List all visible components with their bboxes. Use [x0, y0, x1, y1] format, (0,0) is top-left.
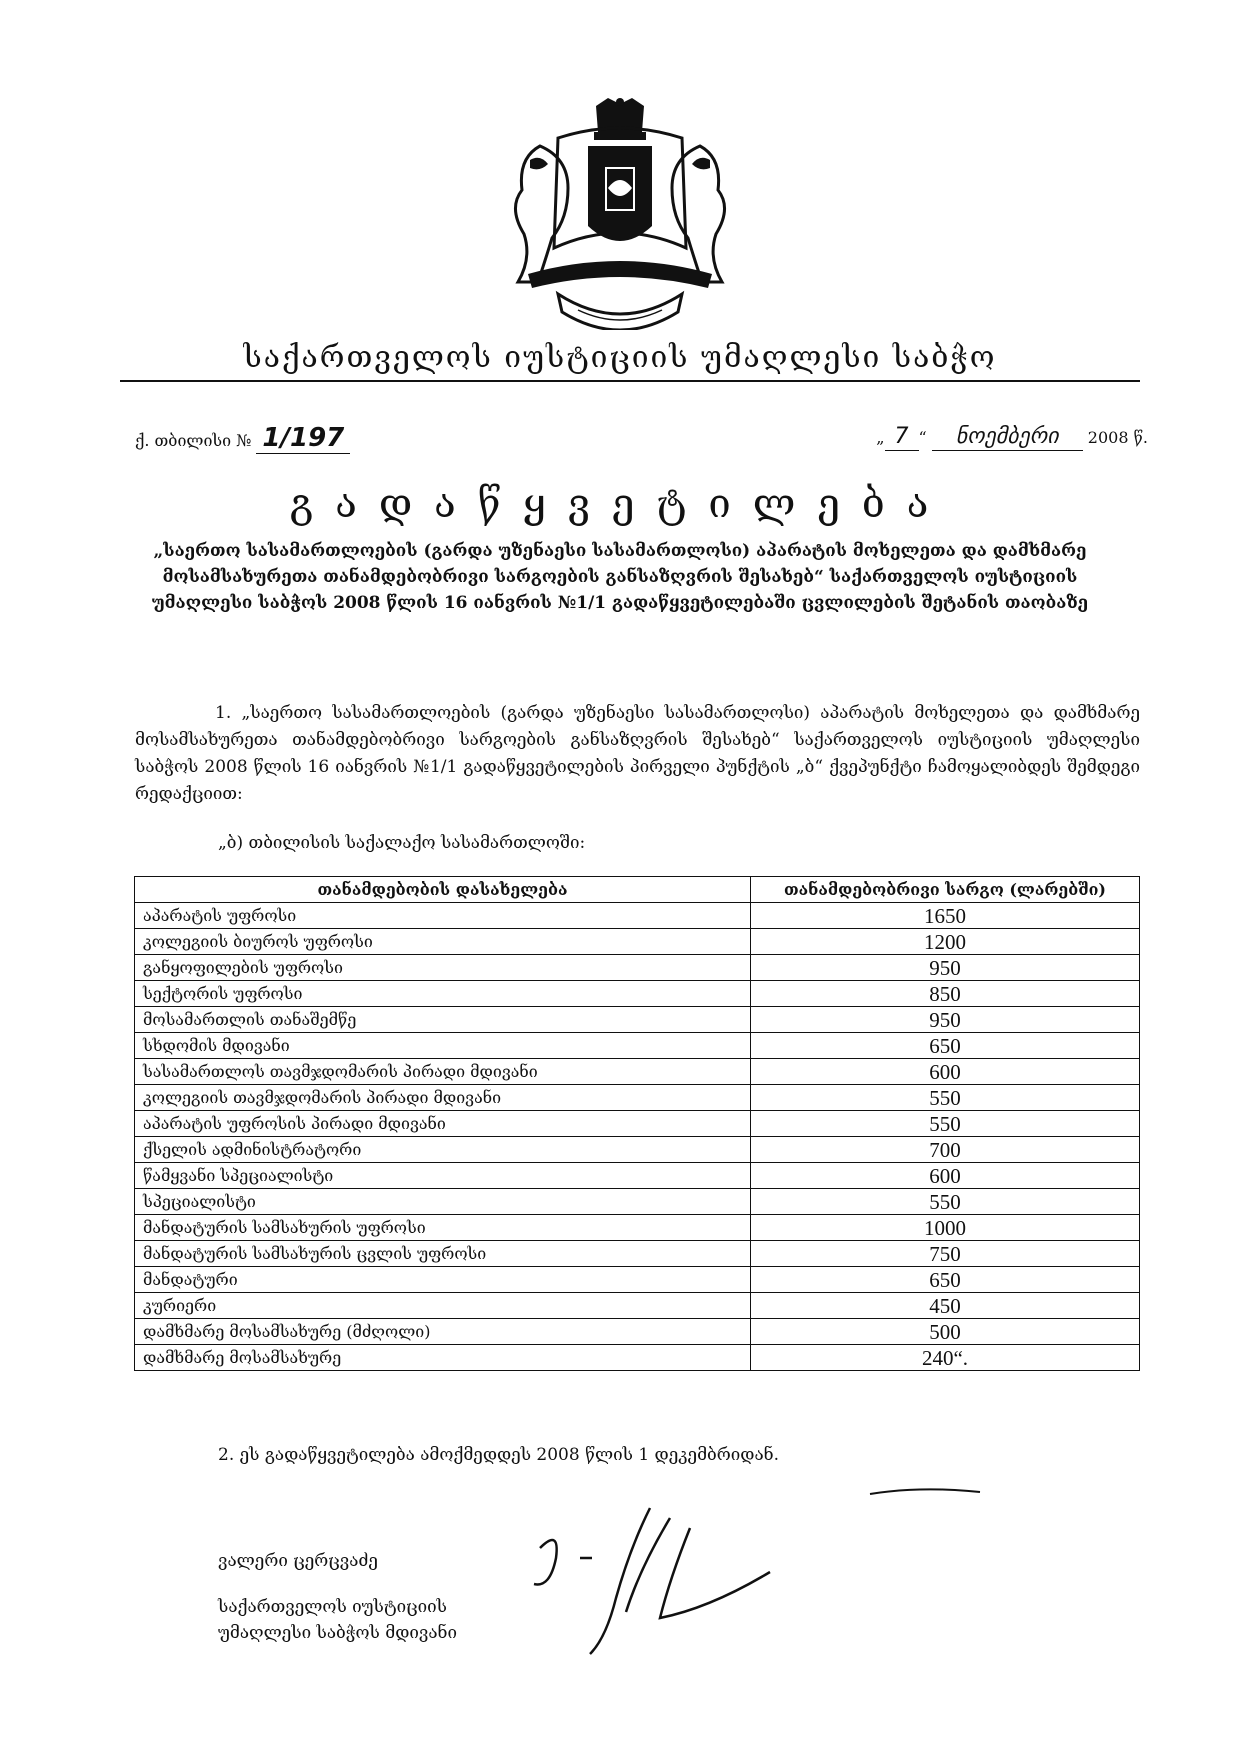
position-cell: მანდატურის სამსახურის ცვლის უფროსი [135, 1241, 751, 1267]
place-and-number [135, 423, 350, 453]
salary-cell: 850 [751, 981, 1140, 1007]
position-cell: მანდატური [135, 1267, 751, 1293]
salary-table [134, 876, 1140, 1371]
table-row [135, 1293, 1140, 1319]
table-row [135, 1111, 1140, 1137]
document-number: 1/197 [256, 423, 350, 454]
date-close-quote: “ [918, 428, 927, 447]
position-cell: სპეციალისტი [135, 1189, 751, 1215]
table-row [135, 1345, 1140, 1371]
salary-cell: 1650 [751, 903, 1140, 929]
position-cell: აპარატის უფროსის პირადი მდივანი [135, 1111, 751, 1137]
header-salary: თანამდებობრივი სარგო (ლარებში) [751, 877, 1140, 903]
document-type-title: გადაწყვეტილება [289, 481, 951, 527]
handwritten-signature-icon [520, 1488, 1000, 1658]
table-body [135, 903, 1140, 1371]
table-row [135, 903, 1140, 929]
header-divider [120, 380, 1140, 382]
table-row [135, 1163, 1140, 1189]
header-position: თანამდებობის დასახელება [135, 877, 751, 903]
position-cell: დამხმარე მოსამსახურე [135, 1345, 751, 1371]
paragraph-1: 1. „საერთო სასამართლოების (გარდა უზენაესი სასამართლოსი) აპარატის მოხელეთა და დამხმარე მოსამსახურეთა თანამდებობრივი სარგოების განსაზღვრის შესახებ“ საქართველოს იუსტიციის უმაღლესი საბჭოს 2008 წლის 16 იანვრის №1/1 გადაწყვეტილების პირველი პუნქტის „ბ“ ქვეპუნქტი ჩამოყალიბდეს შემდეგი რედაქციით: [135, 703, 1140, 804]
date-day: 7 [885, 424, 919, 451]
position-cell: წამყვანი სპეციალისტი [135, 1163, 751, 1189]
salary-cell: 500 [751, 1319, 1140, 1345]
table-row [135, 1059, 1140, 1085]
table-row [135, 1189, 1140, 1215]
table-row [135, 1319, 1140, 1345]
paragraph-2: 2. ეს გადაწყვეტილება ამოქმედდეს 2008 წლის 1 დეკემბრიდან. [218, 1445, 779, 1465]
table-row [135, 981, 1140, 1007]
position-cell: მანდატურის სამსახურის უფროსი [135, 1215, 751, 1241]
signer-title-line-2: უმაღლესი საბჭოს მდივანი [218, 1623, 458, 1643]
place-label: ქ. თბილისი № [135, 431, 252, 450]
salary-cell: 550 [751, 1111, 1140, 1137]
salary-cell: 550 [751, 1085, 1140, 1111]
position-cell: სასამართლოს თავმჯდომარის პირადი მდივანი [135, 1059, 751, 1085]
salary-cell: 600 [751, 1163, 1140, 1189]
position-cell: სხდომის მდივანი [135, 1033, 751, 1059]
subpoint-heading: „ბ) თბილისის საქალაქო სასამართლოში: [218, 833, 586, 853]
salary-cell: 950 [751, 955, 1140, 981]
document-subject: „საერთო სასამართლოების (გარდა უზენაესი სასამართლოსი) აპარატის მოხელეთა და დამხმარე მოსამსახურეთა თანამდებობრივი სარგოების განსაზღვრის შესახებ“ საქართველოს იუსტიციის უმაღლესი საბჭოს 2008 წლის 16 იანვრის №1/1 გადაწყვეტილებაში ცვლილების შეტანის თაობაზე [151, 541, 1089, 613]
signer-name: ვალერი ცერცვაძე [218, 1551, 378, 1571]
position-cell: მოსამართლის თანაშემწე [135, 1007, 751, 1033]
date-year: 2008 წ. [1087, 428, 1148, 447]
position-cell: სექტორის უფროსი [135, 981, 751, 1007]
date-month: ნოემბერი [932, 424, 1083, 451]
salary-cell: 550 [751, 1189, 1140, 1215]
signer-title [218, 1594, 457, 1646]
document-date [876, 424, 1148, 451]
table-row [135, 1033, 1140, 1059]
position-cell: დამხმარე მოსამსახურე (მძღოლი) [135, 1319, 751, 1345]
table-row [135, 1085, 1140, 1111]
salary-cell: 750 [751, 1241, 1140, 1267]
table-row [135, 1215, 1140, 1241]
position-cell: კურიერი [135, 1293, 751, 1319]
table-row [135, 1137, 1140, 1163]
date-open-quote: „ [876, 428, 885, 447]
table-header-row [135, 877, 1140, 903]
salary-cell: 650 [751, 1033, 1140, 1059]
salary-cell: 1000 [751, 1215, 1140, 1241]
table-row [135, 1241, 1140, 1267]
table-row [135, 1267, 1140, 1293]
institution-name: საქართველოს იუსტიციის უმაღლესი საბჭო [243, 340, 997, 375]
table-row [135, 1007, 1140, 1033]
table-row [135, 929, 1140, 955]
table-row [135, 955, 1140, 981]
salary-cell: 650 [751, 1267, 1140, 1293]
salary-cell: 1200 [751, 929, 1140, 955]
salary-cell: 950 [751, 1007, 1140, 1033]
position-cell: აპარატის უფროსი [135, 903, 751, 929]
salary-cell: 450 [751, 1293, 1140, 1319]
signer-title-line-1: საქართველოს იუსტიციის [218, 1597, 447, 1617]
position-cell: განყოფილების უფროსი [135, 955, 751, 981]
coat-of-arms-icon [488, 98, 752, 330]
salary-cell: 600 [751, 1059, 1140, 1085]
salary-cell: 700 [751, 1137, 1140, 1163]
position-cell: კოლეგიის ბიუროს უფროსი [135, 929, 751, 955]
position-cell: კოლეგიის თავმჯდომარის პირადი მდივანი [135, 1085, 751, 1111]
position-cell: ქსელის ადმინისტრატორი [135, 1137, 751, 1163]
salary-cell: 240“. [751, 1345, 1140, 1371]
